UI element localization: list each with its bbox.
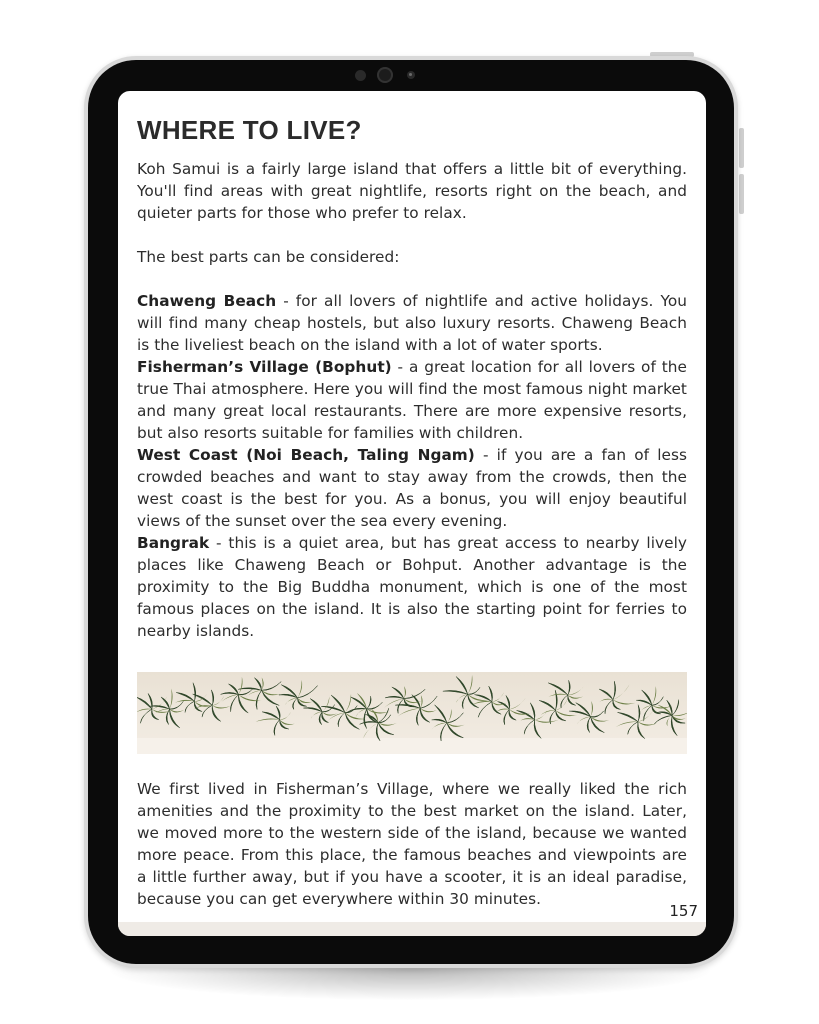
camera-icon: [377, 67, 393, 83]
beach-palms-photo: [137, 672, 687, 754]
sensor-icon: [355, 70, 366, 81]
tablet-screen[interactable]: [118, 91, 706, 936]
page-content: [137, 115, 687, 910]
section-name: West Coast (Noi Beach, Taling Ngam): [137, 446, 475, 464]
light-sensor-icon: [407, 71, 415, 79]
section-fishermans-village: [137, 356, 687, 444]
section-west-coast: [137, 444, 687, 532]
section-text: - for all lovers of nightlife and active holidays. You will find many cheap hostels, but also luxury resorts. Chaweng Beach is the liveliest beach on the island with a lot of water sports.: [137, 292, 687, 354]
section-name: Bangrak: [137, 534, 210, 552]
section-text: - this is a quiet area, but has great access to nearby lively places like Chaweng Beach or Bohput. Another advantage is the proximity to the Big Buddha monument, which is one of the most famous places on the island. It is also the starting point for ferries to nearby islands.: [137, 534, 687, 640]
volume-up-button: [739, 128, 744, 168]
section-name: Fisherman’s Village (Bophut): [137, 358, 392, 376]
closing-paragraph: We first lived in Fisherman’s Village, where we really liked the rich amenities and the proximity to the best market on the island. Later, we moved more to the western side of the island, because we wanted more peace. From this place, the famous beaches and viewpoints are a little further away, but if you have a scooter, it is an ideal paradise, because you can get everywhere within 30 minutes.: [137, 780, 687, 908]
section-chaweng: [137, 290, 687, 356]
section-name: Chaweng Beach: [137, 292, 277, 310]
section-text: - a great location for all lovers of the true Thai atmosphere. Here you will find the most famous night market and many great local restaurants. There are more expensive resorts, but also resorts suitable for families with children.: [137, 358, 687, 442]
section-text: - if you are a fan of less crowded beaches and want to stay away from the crowds, then the west coast is the best for you. As a bonus, you will enjoy beautiful views of the sunset over the sea every evening.: [137, 446, 687, 530]
lead-paragraph: The best parts can be considered:: [137, 248, 400, 266]
page-title: WHERE TO LIVE?: [137, 115, 362, 145]
page-number: 157: [669, 902, 698, 920]
intro-paragraph: Koh Samui is a fairly large island that offers a little bit of everything. You'll find areas with great nightlife, resorts right on the beach, and quieter parts for those who prefer to relax.: [137, 160, 687, 222]
section-bangrak: [137, 532, 687, 642]
volume-down-button: [739, 174, 744, 214]
screen-footer: [118, 922, 706, 936]
